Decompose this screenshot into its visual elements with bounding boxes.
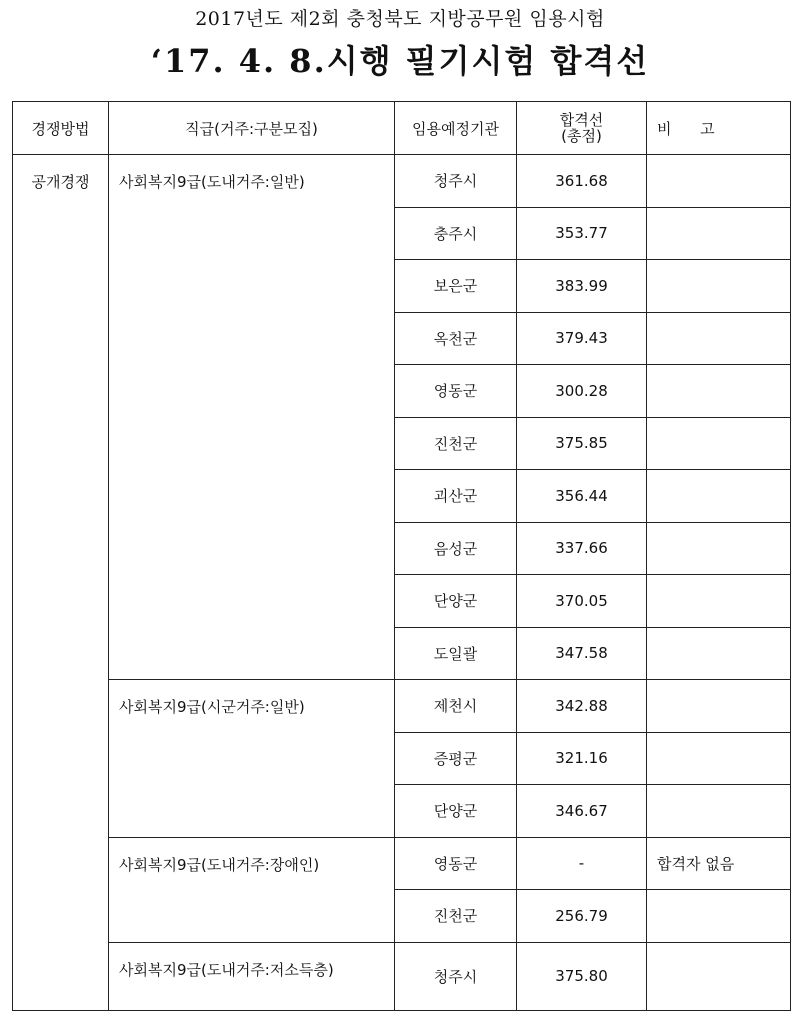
score-cell: 256.79 <box>517 890 647 943</box>
document-title: ‘17. 4. 8.시행 필기시험 합격선 <box>150 42 650 80</box>
score-cell: 353.77 <box>517 207 647 260</box>
agency-cell: 보은군 <box>395 260 517 313</box>
table-header-row <box>13 102 791 155</box>
table-row <box>13 680 791 733</box>
note-cell <box>647 627 791 680</box>
score-cell: 346.67 <box>517 785 647 838</box>
table-row <box>13 942 791 1011</box>
note-cell <box>647 785 791 838</box>
header-score <box>517 102 647 155</box>
note-cell <box>647 155 791 208</box>
pass-line-table <box>12 101 791 1011</box>
note-cell <box>647 942 791 1011</box>
note-cell <box>647 522 791 575</box>
score-cell: 337.66 <box>517 522 647 575</box>
agency-cell: 단양군 <box>395 785 517 838</box>
grade-cell: 사회복지9급(도내거주:장애인) <box>109 837 395 942</box>
note-cell <box>647 260 791 313</box>
note-cell <box>647 890 791 943</box>
table-row <box>13 155 791 208</box>
score-cell: 342.88 <box>517 680 647 733</box>
note-cell <box>647 417 791 470</box>
score-cell: 361.68 <box>517 155 647 208</box>
agency-cell: 청주시 <box>395 155 517 208</box>
score-cell: 379.43 <box>517 312 647 365</box>
header-agency: 임용예정기관 <box>395 102 517 155</box>
header-score-line1: 합격선 <box>559 111 604 129</box>
score-cell: - <box>517 837 647 890</box>
note-cell: 합격자 없음 <box>647 837 791 890</box>
agency-cell: 증평군 <box>395 732 517 785</box>
agency-cell: 단양군 <box>395 575 517 628</box>
table-row <box>13 837 791 890</box>
note-cell <box>647 732 791 785</box>
agency-cell: 진천군 <box>395 890 517 943</box>
agency-cell: 청주시 <box>395 942 517 1011</box>
score-cell: 375.85 <box>517 417 647 470</box>
agency-cell: 영동군 <box>395 365 517 418</box>
header-grade: 직급(거주:구분모집) <box>109 102 395 155</box>
header-note: 비 고 <box>647 102 791 155</box>
score-cell: 370.05 <box>517 575 647 628</box>
header-score-line2: (총점) <box>561 127 602 145</box>
score-cell: 375.80 <box>517 942 647 1011</box>
note-cell <box>647 365 791 418</box>
note-cell <box>647 575 791 628</box>
note-cell <box>647 680 791 733</box>
score-cell: 383.99 <box>517 260 647 313</box>
note-cell <box>647 470 791 523</box>
document-subtitle: 2017년도 제2회 충청북도 지방공무원 임용시험 <box>195 8 605 30</box>
agency-cell: 제천시 <box>395 680 517 733</box>
agency-cell: 괴산군 <box>395 470 517 523</box>
grade-cell: 사회복지9급(도내거주:일반) <box>109 155 395 680</box>
grade-cell: 사회복지9급(도내거주:저소득층) <box>109 942 395 1011</box>
agency-cell: 영동군 <box>395 837 517 890</box>
header-method: 경쟁방법 <box>13 102 109 155</box>
agency-cell: 옥천군 <box>395 312 517 365</box>
note-cell <box>647 312 791 365</box>
method-cell: 공개경쟁 <box>13 155 109 1011</box>
score-cell: 300.28 <box>517 365 647 418</box>
agency-cell: 충주시 <box>395 207 517 260</box>
agency-cell: 진천군 <box>395 417 517 470</box>
note-cell <box>647 207 791 260</box>
agency-cell: 도일괄 <box>395 627 517 680</box>
score-cell: 356.44 <box>517 470 647 523</box>
agency-cell: 음성군 <box>395 522 517 575</box>
score-cell: 347.58 <box>517 627 647 680</box>
score-cell: 321.16 <box>517 732 647 785</box>
grade-cell: 사회복지9급(시군거주:일반) <box>109 680 395 838</box>
